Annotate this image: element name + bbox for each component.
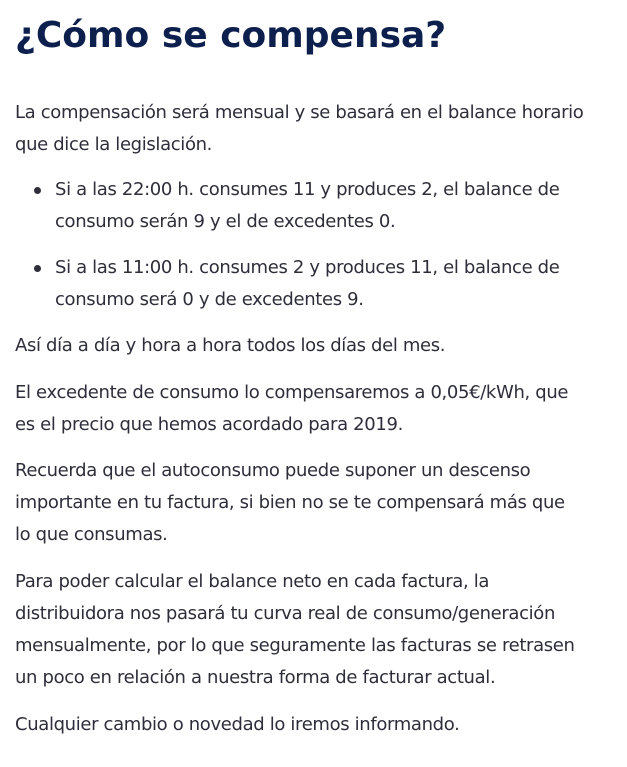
billing-paragraph [15, 566, 609, 694]
text-line: que dice la legislación. [15, 134, 213, 155]
text-line: consumo será 0 y de excedentes 9. [55, 289, 364, 310]
text-line: La compensación será mensual y se basará en el balance horario [15, 102, 584, 123]
text-line: un poco en relación a nuestra forma de facturar actual. [15, 667, 496, 688]
intro-paragraph [15, 97, 609, 161]
text-line: lo que consumas. [15, 524, 168, 545]
page-title: ¿Cómo se compensa? [15, 15, 447, 56]
examples-list [15, 174, 609, 316]
list-item [55, 252, 609, 316]
text-line: es el precio que hemos acordado para 2019. [15, 414, 403, 435]
list-item [55, 174, 609, 238]
closing-paragraph [15, 709, 609, 741]
price-paragraph [15, 377, 609, 441]
text-line: Si a las 11:00 h. consumes 2 y produces 11, el balance de [55, 257, 560, 278]
text-line: Cualquier cambio o novedad lo iremos informando. [15, 714, 460, 735]
text-line: Así día a día y hora a hora todos los días del mes. [15, 335, 446, 356]
text-line: Si a las 22:00 h. consumes 11 y produces 2, el balance de [55, 179, 560, 200]
daily-paragraph [15, 330, 609, 362]
text-line: El excedente de consumo lo compensaremos a 0,05€/kWh, que [15, 382, 569, 403]
text-line: mensualmente, por lo que seguramente las facturas se retrasen [15, 635, 575, 656]
text-line: distribuidora nos pasará tu curva real de consumo/generación [15, 603, 556, 624]
text-line: Recuerda que el autoconsumo puede suponer un descenso [15, 460, 531, 481]
text-line: Para poder calcular el balance neto en cada factura, la [15, 571, 490, 592]
text-line: consumo serán 9 y el de excedentes 0. [55, 211, 396, 232]
reminder-paragraph [15, 455, 609, 551]
text-line: importante en tu factura, si bien no se te compensará más que [15, 492, 565, 513]
